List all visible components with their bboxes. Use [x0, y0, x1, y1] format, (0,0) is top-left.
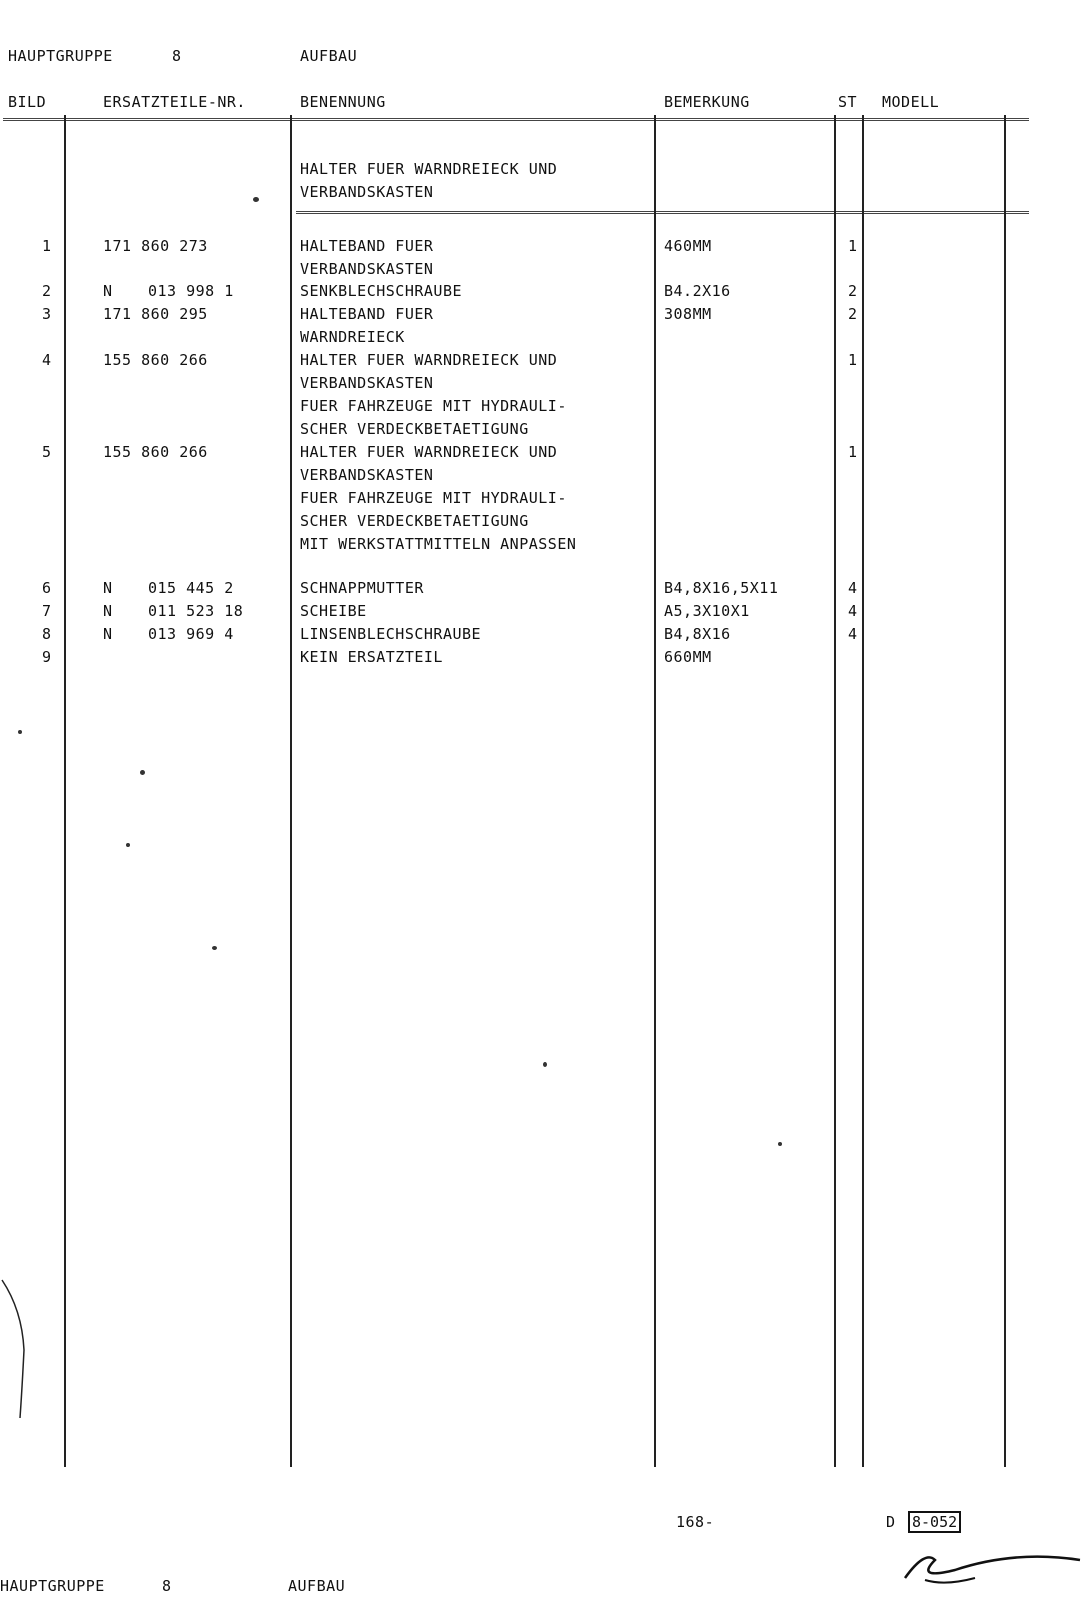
row-remark: A5,3X10X1	[664, 602, 750, 620]
row-part-number: 171 860 295	[103, 305, 208, 323]
row-name: HALTEBAND FUER	[300, 237, 434, 255]
scan-speck	[543, 1062, 547, 1067]
row-name: KEIN ERSATZTEIL	[300, 648, 443, 666]
col-header-modell: MODELL	[882, 93, 940, 111]
next-group-label: HAUPTGRUPPE	[0, 1577, 105, 1595]
group-number: 8	[172, 47, 182, 65]
page-number: 168-	[676, 1513, 715, 1531]
row-bild: 1	[42, 237, 52, 255]
language-code: D	[886, 1513, 896, 1531]
col-header-st: ST	[838, 93, 858, 111]
row-bild: 6	[42, 579, 52, 597]
header-double-rule	[3, 118, 1029, 121]
col-header-benennung: BENENNUNG	[300, 93, 386, 111]
scan-speck	[212, 946, 217, 950]
row-name: SCHEIBE	[300, 602, 367, 620]
row-remark: 660MM	[664, 648, 712, 666]
scan-speck	[778, 1142, 782, 1146]
row-name: HALTEBAND FUER	[300, 305, 434, 323]
row-part-number: 011 523 18	[148, 602, 244, 620]
row-part-number: 013 998 1	[148, 282, 234, 300]
row-bild: 9	[42, 648, 52, 666]
group-label: HAUPTGRUPPE	[8, 47, 113, 65]
scan-speck	[126, 843, 130, 847]
row-name: HALTER FUER WARNDREIECK UND	[300, 351, 558, 369]
row-remark: B4,8X16	[664, 625, 731, 643]
page-reference-box: 8-052	[908, 1511, 961, 1533]
row-name: LINSENBLECHSCHRAUBE	[300, 625, 482, 643]
col-header-bemerkung: BEMERKUNG	[664, 93, 750, 111]
scan-edge-mark-icon	[0, 1270, 40, 1420]
row-n-flag: N	[103, 625, 113, 643]
col-header-ersatzteile-nr: ERSATZTEILE-NR.	[103, 93, 246, 111]
row-name: SCHER VERDECKBETAETIGUNG	[300, 420, 529, 438]
row-quantity: 4	[848, 602, 858, 620]
section-title-line-1: HALTER FUER WARNDREIECK UND	[300, 160, 558, 178]
row-bild: 8	[42, 625, 52, 643]
signature-scribble-icon	[895, 1530, 1083, 1590]
group-name: AUFBAU	[300, 47, 358, 65]
next-group-number: 8	[162, 1577, 172, 1595]
row-quantity: 2	[848, 305, 858, 323]
row-n-flag: N	[103, 579, 113, 597]
column-divider-modell	[1004, 115, 1006, 1467]
next-group-name: AUFBAU	[288, 1577, 346, 1595]
row-quantity: 4	[848, 579, 858, 597]
section-double-rule	[296, 211, 1029, 214]
row-bild: 4	[42, 351, 52, 369]
row-name: VERBANDSKASTEN	[300, 466, 434, 484]
row-part-number: 155 860 266	[103, 443, 208, 461]
column-divider-part	[290, 115, 292, 1467]
row-n-flag: N	[103, 282, 113, 300]
row-name: HALTER FUER WARNDREIECK UND	[300, 443, 558, 461]
row-name: MIT WERKSTATTMITTELN ANPASSEN	[300, 535, 577, 553]
row-name: SCHNAPPMUTTER	[300, 579, 424, 597]
row-part-number: 015 445 2	[148, 579, 234, 597]
row-name: WARNDREIECK	[300, 328, 405, 346]
row-part-number: 155 860 266	[103, 351, 208, 369]
row-bild: 3	[42, 305, 52, 323]
column-divider-bild	[64, 115, 66, 1467]
row-name: VERBANDSKASTEN	[300, 260, 434, 278]
row-remark: 460MM	[664, 237, 712, 255]
row-name: FUER FAHRZEUGE MIT HYDRAULI-	[300, 397, 567, 415]
row-quantity: 1	[848, 237, 858, 255]
section-title-line-2: VERBANDSKASTEN	[300, 183, 434, 201]
row-name: SCHER VERDECKBETAETIGUNG	[300, 512, 529, 530]
row-part-number: 171 860 273	[103, 237, 208, 255]
col-header-bild: BILD	[8, 93, 47, 111]
scan-speck	[253, 197, 259, 202]
row-quantity: 2	[848, 282, 858, 300]
row-remark: B4,8X16,5X11	[664, 579, 779, 597]
row-bild: 5	[42, 443, 52, 461]
row-bild: 2	[42, 282, 52, 300]
row-name: VERBANDSKASTEN	[300, 374, 434, 392]
column-divider-name	[654, 115, 656, 1467]
row-name: SENKBLECHSCHRAUBE	[300, 282, 463, 300]
row-remark: 308MM	[664, 305, 712, 323]
row-quantity: 4	[848, 625, 858, 643]
row-part-number: 013 969 4	[148, 625, 234, 643]
row-quantity: 1	[848, 443, 858, 461]
row-n-flag: N	[103, 602, 113, 620]
scan-speck	[18, 730, 22, 734]
column-divider-remark	[834, 115, 836, 1467]
row-quantity: 1	[848, 351, 858, 369]
row-remark: B4.2X16	[664, 282, 731, 300]
row-name: FUER FAHRZEUGE MIT HYDRAULI-	[300, 489, 567, 507]
column-divider-st	[862, 115, 864, 1467]
scan-speck	[140, 770, 145, 775]
row-bild: 7	[42, 602, 52, 620]
